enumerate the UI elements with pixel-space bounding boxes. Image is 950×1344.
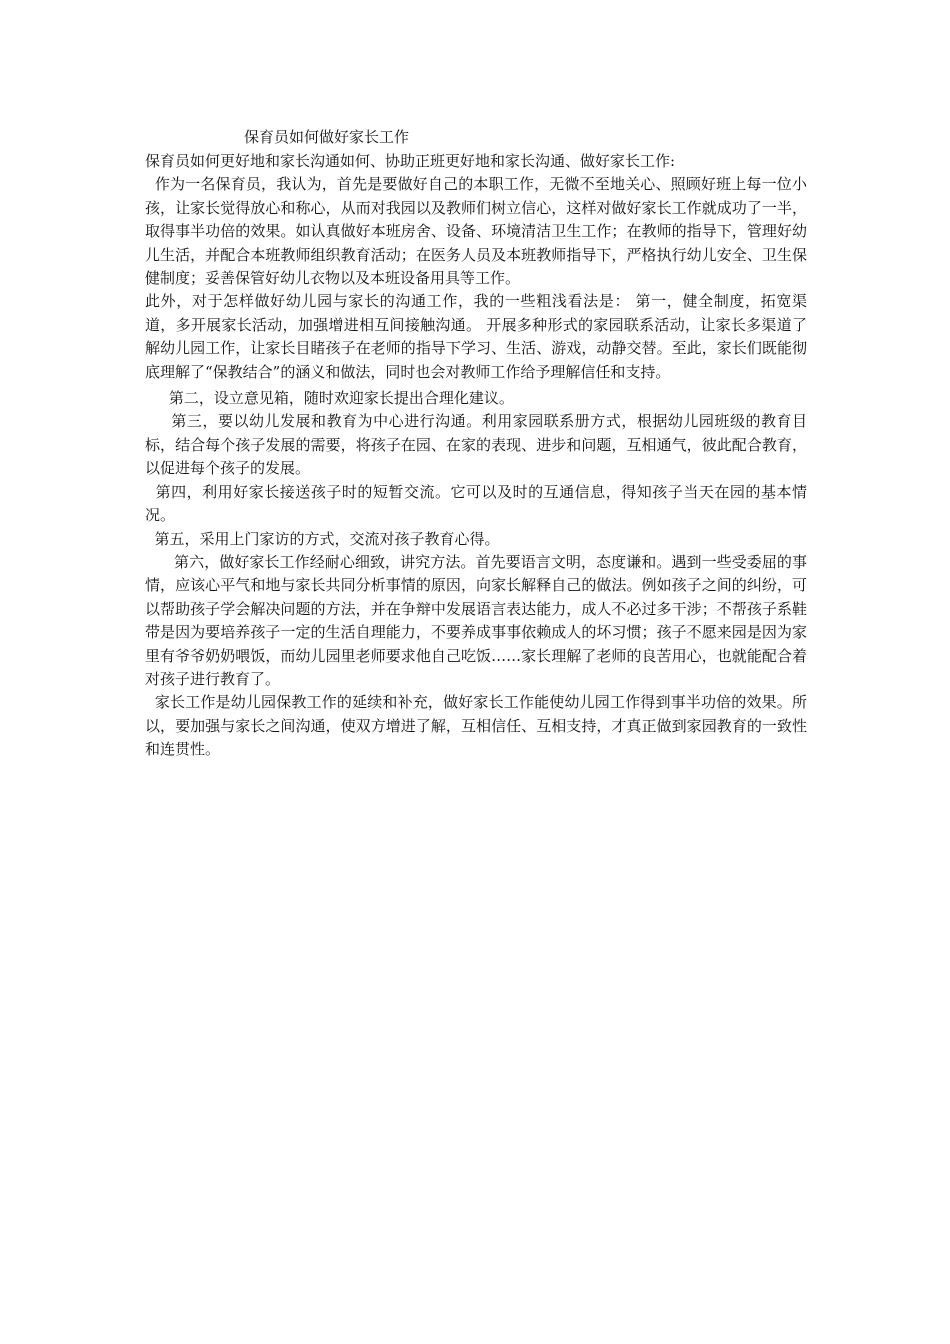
body-paragraph-1 xyxy=(145,173,807,290)
paragraph-text: 第二，设立意见箱，随时欢迎家长提出合理化建议。 xyxy=(168,389,514,408)
paragraph-text: 第五，采用上门家访的方式，交流对孩子教育心得。 xyxy=(154,529,500,548)
document-title: 保育员如何做好家长工作 xyxy=(244,128,410,146)
body-paragraph-5 xyxy=(145,481,807,528)
paragraph-indent xyxy=(145,530,155,548)
paragraph-text: 第六，做好家长工作经耐心细致，讲究方法。首先要语言文明，态度谦和。遇到一些受委屈的事情，应该心平气和地与家长共同分析事情的原因，向家长解释自己的做法。例如孩子之间的纠纷，可以帮助孩子学会解决问题的方法，并在争辩中发展语言表达能力，成人不必过多干涉；不帮孩子系鞋带是因为要培养孩子一定的生活自理能力，不要养成事事依赖成人的坏习惯；孩子不愿来园是因为家里有爷爷奶奶喂饭，而幼儿园里老师要求他自己吃饭……家长理解了老师的良苦用心，也就能配合着对孩子进行教育了。 xyxy=(145,552,807,688)
paragraph-indent xyxy=(145,389,169,407)
body-paragraph-7 xyxy=(145,551,807,691)
document-body xyxy=(145,150,807,762)
body-paragraph-3 xyxy=(145,387,807,410)
intro-paragraph: 保育员如何更好地和家长沟通如何、协助正班更好地和家长沟通、做好家长工作: xyxy=(145,152,676,170)
body-paragraph-6 xyxy=(145,528,807,551)
paragraph-text: 第四，利用好家长接送孩子时的短暂交流。它可以及时的互通信息，得知孩子当天在园的基本情况。 xyxy=(145,482,807,525)
paragraph-indent xyxy=(145,175,155,193)
paragraph-text: 此外，对于怎样做好幼儿园与家长的沟通工作，我的一些粗浅看法是： 第一，健全制度，拓宽渠道，多开展家长活动，加强增进相互间接触沟通。 开展多种形式的家园联系活动，让家长多渠道了解幼儿园工作，让家长目睹孩子在老师的指导下学习、生活、游戏，动静交替。至此，家长们既能彻底理解了“保教结合”的涵义和做法，同时也会对教师工作给予理解信任和支持。 xyxy=(145,292,807,381)
paragraph-text: 家长工作是幼儿园保教工作的延续和补充，做好家长工作能使幼儿园工作得到事半功倍的效果。所以，要加强与家长之间沟通，使双方增进了解，互相信任、互相支持，才真正做到家园教育的一致性和连贯性。 xyxy=(145,693,807,759)
paragraph-indent xyxy=(145,693,155,711)
paragraph-indent xyxy=(145,412,171,430)
body-paragraph-4 xyxy=(145,410,807,480)
body-paragraph-8 xyxy=(145,691,807,761)
body-paragraph-2 xyxy=(145,290,807,384)
paragraph-text: 第三，要以幼儿发展和教育为中心进行沟通。利用家园联系册方式，根据幼儿园班级的教育目标，结合每个孩子发展的需要，将孩子在园、在家的表现、进步和问题，互相通气，彼此配合教育，以促进每个孩子的发展。 xyxy=(145,412,807,478)
paragraph-text: 作为一名保育员，我认为，首先是要做好自己的本职工作，无微不至地关心、照顾好班上每一位小孩，让家长觉得放心和称心，从而对我园以及教师们树立信心，这样对做好家长工作就成功了一半，取得事半功倍的效果。如认真做好本班房舍、设备、环境清洁卫生工作；在教师的指导下，管理好幼儿生活，并配合本班教师组织教育活动；在医务人员及本班教师指导下，严格执行幼儿安全、卫生保健制度；妥善保管好幼儿衣物以及本班设备用具等工作。 xyxy=(145,175,807,288)
paragraph-indent xyxy=(145,553,174,571)
paragraph-indent xyxy=(145,483,156,501)
